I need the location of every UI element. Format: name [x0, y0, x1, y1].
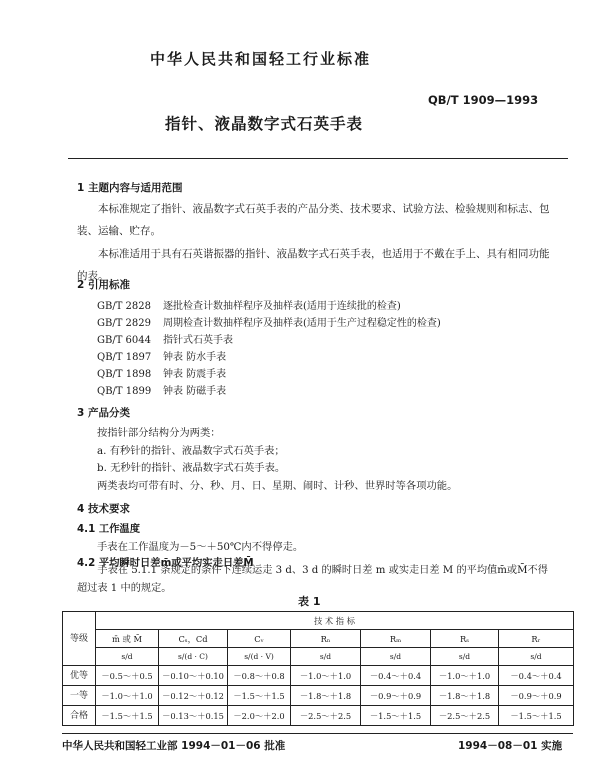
classification-note: 两类表均可带有时、分、秒、月、日、星期、闹时、计秒、世界时等各项功能。 — [97, 480, 458, 492]
column-unit: s/d — [431, 648, 499, 666]
value-cell: －1.5～＋1.5 — [228, 686, 291, 706]
value-cell: －2.0～＋2.0 — [228, 706, 291, 726]
value-cell: －0.4～＋0.4 — [361, 666, 431, 686]
value-cell: －2.5～＋2.5 — [291, 706, 361, 726]
column-name: Rₛ — [431, 630, 499, 648]
reference-title: 钟表 防水手表 — [163, 352, 227, 363]
reference-code: GB/T 2828 — [97, 301, 152, 312]
grade-cell: 优等 — [63, 666, 96, 686]
table-row — [63, 706, 574, 726]
column-name: Cᵥ — [228, 630, 291, 648]
table-row — [63, 686, 574, 706]
table-title: 表 1 — [298, 595, 321, 608]
value-cell: －0.9～＋0.9 — [499, 686, 574, 706]
reference-item — [97, 382, 226, 397]
table-header-row — [63, 612, 574, 630]
column-name: Rₙ — [291, 630, 361, 648]
reference-code: GB/T 2829 — [97, 318, 152, 329]
approval-note: 中华人民共和国轻工业部 1994－01－06 批准 — [62, 740, 286, 752]
classification-item-b: b. 无秒针的指针、液晶数字式石英手表。 — [97, 462, 286, 474]
value-cell: －1.8～＋1.8 — [431, 686, 499, 706]
value-cell: －0.10～＋0.10 — [159, 666, 228, 686]
value-cell: －1.0～＋1.0 — [96, 686, 159, 706]
value-cell: －1.8～＋1.8 — [291, 686, 361, 706]
column-unit-row — [63, 648, 574, 666]
column-name: Cₛ，Cd — [159, 630, 228, 648]
document-title: 指针、液晶数字式石英手表 — [165, 115, 364, 133]
column-unit: s/(d · V) — [228, 648, 291, 666]
value-cell: －1.0～＋1.0 — [431, 666, 499, 686]
reference-title: 逐批检查计数抽样程序及抽样表(适用于连续批的检查) — [163, 301, 401, 312]
classification-intro: 按指针部分结构分为两类： — [97, 427, 221, 439]
value-cell: －0.8～＋0.8 — [228, 666, 291, 686]
reference-item — [97, 331, 233, 346]
section-4-2-heading: 4.2 平均瞬时日差m̄或平均实走日差M̄ — [77, 557, 254, 569]
column-unit: s/d — [361, 648, 431, 666]
column-unit: s/d — [291, 648, 361, 666]
section-4-1-text: 手表在工作温度为－5～＋50℃内不得停走。 — [97, 541, 304, 553]
column-unit: s/(d · C) — [159, 648, 228, 666]
column-unit: s/d — [96, 648, 159, 666]
value-cell: －0.13～＋0.15 — [159, 706, 228, 726]
grade-cell: 一等 — [63, 686, 96, 706]
value-cell: －0.9～＋0.9 — [361, 686, 431, 706]
spec-table — [62, 611, 574, 726]
value-cell: －1.5～＋1.5 — [499, 706, 574, 726]
value-cell: －1.0～＋1.0 — [291, 666, 361, 686]
value-cell: －1.5～＋1.5 — [96, 706, 159, 726]
value-cell: －2.5～＋2.5 — [431, 706, 499, 726]
table-row — [63, 666, 574, 686]
section-1-paragraph-1: 本标准规定了指针、液晶数字式石英手表的产品分类、技术要求、试验方法、检验规则和标志、包装、运输、贮存。 — [77, 203, 550, 237]
reference-item — [97, 297, 401, 312]
section-2-heading: 2 引用标准 — [77, 279, 130, 291]
section-4-2-text: 手表在 5.1.1 条规定的条件下连续运走 3 d、3 d 的瞬时日差 m 或实走日差 M 的平均值m̄或M̄不得超过表 1 中的规定。 — [77, 565, 548, 594]
header-rule — [68, 158, 568, 159]
reference-code: QB/T 1898 — [97, 369, 152, 380]
footer-rule — [62, 733, 573, 734]
standard-code: QB/T 1909—1993 — [428, 93, 539, 107]
section-1-paragraph-2: 本标准适用于具有石英谐振器的指针、液晶数字式石英手表，也适用于不戴在手上、具有相同功能的表。 — [77, 248, 550, 282]
value-cell: －1.5～＋1.5 — [361, 706, 431, 726]
grade-cell: 合格 — [63, 706, 96, 726]
reference-item — [97, 348, 226, 363]
reference-item — [97, 365, 226, 380]
column-name: Rᵣ — [499, 630, 574, 648]
reference-item — [97, 314, 441, 329]
group-header: 技 术 指 标 — [96, 612, 574, 630]
classification-item-a: a. 有秒针的指针、液晶数字式石英手表； — [97, 445, 285, 457]
column-name: Rₘ — [361, 630, 431, 648]
section-4-1-heading: 4.1 工作温度 — [77, 523, 141, 535]
reference-code: QB/T 1899 — [97, 386, 152, 397]
reference-code: QB/T 1897 — [97, 352, 152, 363]
column-name-row — [63, 630, 574, 648]
reference-title: 周期检查计数抽样程序及抽样表(适用于生产过程稳定性的检查) — [163, 318, 441, 329]
column-unit: s/d — [499, 648, 574, 666]
reference-code: GB/T 6044 — [97, 335, 152, 346]
reference-title: 钟表 防震手表 — [163, 369, 227, 380]
reference-title: 钟表 防磁手表 — [163, 386, 227, 397]
section-3-heading: 3 产品分类 — [77, 407, 130, 419]
value-cell: －0.4～＋0.4 — [499, 666, 574, 686]
section-4-heading: 4 技术要求 — [77, 503, 130, 515]
section-1-heading: 1 主题内容与适用范围 — [77, 182, 183, 194]
effective-date: 1994－08－01 实施 — [458, 740, 563, 752]
column-name: m̄ 或 M̄ — [96, 630, 159, 648]
issuing-authority: 中华人民共和国轻工行业标准 — [150, 50, 372, 68]
reference-title: 指针式石英手表 — [163, 335, 233, 346]
grade-header: 等级 — [63, 612, 96, 666]
value-cell: －0.5～＋0.5 — [96, 666, 159, 686]
value-cell: －0.12～＋0.12 — [159, 686, 228, 706]
